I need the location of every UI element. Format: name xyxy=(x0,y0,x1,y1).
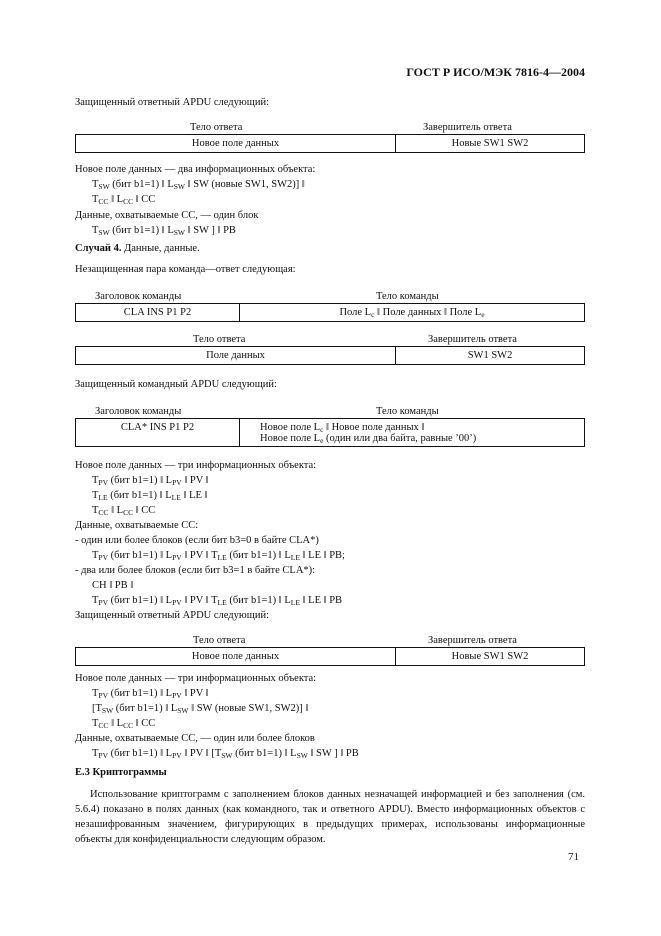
secured-response-intro: Защищенный ответный APDU следующий: xyxy=(75,97,269,108)
text-line: Данные, охватываемые CC, — один или более блоков xyxy=(75,733,315,744)
table-cell-header: CLA INS P1 P2 xyxy=(123,307,192,318)
text-line: Новое поле данных — три информационных объекта: xyxy=(75,460,317,471)
formula-line: $T_{CC}$ ǁ $L_{CC}$ ǁ CC xyxy=(92,718,156,730)
table-cell-body-line: Новое поле $L_e$ (один или два байта, равные ’00’) xyxy=(260,433,477,445)
table-header-response-body: Тело ответа xyxy=(193,334,246,345)
formula-line: $T_{CC}$ ǁ $L_{CC}$ ǁ CC xyxy=(92,505,156,517)
text-line: - один или более блоков (если бит b3=0 в байте CLA*) xyxy=(75,535,319,546)
table-cell-body-line: Новое поле $L_c$ ǁ Новое поле данных ǁ xyxy=(260,422,425,434)
table-cell-body: Новое поле данных xyxy=(191,651,280,662)
secured-response-table xyxy=(75,134,585,153)
table-cell-trailer: Новые SW1 SW2 xyxy=(451,651,529,662)
text-line: Новое поле данных — три информационных объекта: xyxy=(75,673,317,684)
table-header-response-trailer: Завершитель ответа xyxy=(428,635,517,646)
table-cell-body: Поле данных xyxy=(206,350,265,361)
formula-line: $T_{PV}$ (бит b1=1) ǁ $L_{PV}$ ǁ PV ǁ $T_{LE}$ (бит b1=1) ǁ $L_{LE}$ ǁ LE ǁ PB; xyxy=(92,550,345,562)
table-header-response-body: Тело ответа xyxy=(190,122,243,133)
table-cell-trailer: SW1 SW2 xyxy=(467,350,513,361)
table-cell-body: Новое поле данных xyxy=(191,138,280,149)
secured-response-table xyxy=(75,647,585,666)
text-line: Данные, охватываемые CC, — один блок xyxy=(75,210,259,221)
table-cell-body: Поле $L_c$ ǁ Поле данных ǁ Поле $L_e$ xyxy=(339,307,485,319)
page-number: 71 xyxy=(568,851,579,863)
formula-line: $T_{LE}$ (бит b1=1) ǁ $L_{LE}$ ǁ LE ǁ xyxy=(92,490,208,502)
text-line: - два или более блоков (если бит b3=1 в байте CLA*): xyxy=(75,565,316,576)
formula-line: [$T_{SW}$ (бит b1=1) ǁ $L_{SW}$ ǁ SW (новые SW1, SW2)] ǁ xyxy=(92,703,309,715)
table-cell-header: CLA* INS P1 P2 xyxy=(120,422,195,433)
response-table xyxy=(75,346,585,365)
formula-line: $T_{SW}$ (бит b1=1) ǁ $L_{SW}$ ǁ SW (новые SW1, SW2)] ǁ xyxy=(92,179,305,191)
table-header-command-body: Тело команды xyxy=(376,291,439,302)
formula-line: $T_{CC}$ ǁ $L_{CC}$ ǁ CC xyxy=(92,194,156,206)
text-line: Данные, охватываемые CC: xyxy=(75,520,199,531)
section-heading: Е.3 Криптограммы xyxy=(75,767,167,778)
table-header-response-body: Тело ответа xyxy=(193,635,246,646)
text-line: Защищенный командный APDU следующий: xyxy=(75,379,277,390)
table-header-response-trailer: Завершитель ответа xyxy=(423,122,512,133)
table-cell-trailer: Новые SW1 SW2 xyxy=(451,138,529,149)
text-line: Незащищенная пара команда—ответ следующая: xyxy=(75,264,296,275)
case-heading: Случай 4. Данные, данные. xyxy=(75,243,200,254)
table-header-command-header: Заголовок команды xyxy=(95,406,182,417)
formula-line: $T_{PV}$ (бит b1=1) ǁ $L_{PV}$ ǁ PV ǁ $T_{LE}$ (бит b1=1) ǁ $L_{LE}$ ǁ LE ǁ PB xyxy=(92,595,343,607)
text-line: Новое поле данных — два информационных объекта: xyxy=(75,164,316,175)
text-line: Защищенный ответный APDU следующий: xyxy=(75,610,269,621)
table-header-command-header: Заголовок команды xyxy=(95,291,182,302)
formula-line: $T_{PV}$ (бит b1=1) ǁ $L_{PV}$ ǁ PV ǁ [$T_{SW}$ (бит b1=1) ǁ $L_{SW}$ ǁ SW ] ǁ PB xyxy=(92,748,359,760)
secured-command-table xyxy=(75,418,585,447)
formula-line: $T_{PV}$ (бит b1=1) ǁ $L_{PV}$ ǁ PV ǁ xyxy=(92,688,209,700)
table-header-command-body: Тело команды xyxy=(376,406,439,417)
formula-line: $T_{PV}$ (бит b1=1) ǁ $L_{PV}$ ǁ PV ǁ xyxy=(92,475,209,487)
formula-line: CH ǁ PB ǁ xyxy=(92,580,134,591)
document-header: ГОСТ Р ИСО/МЭК 7816-4—2004 xyxy=(406,65,585,79)
table-header-response-trailer: Завершитель ответа xyxy=(428,334,517,345)
paragraph: Использование криптограмм с заполнением блоков данных незначащей информацией и без заполнения (см. 5.6.4) показано в полях данных (как командного, так и ответного APDU). Вместо информационных объектов с незашифрованным значением, фигурирующих в предыдущих примерах, использованы информационные объекты для конфиденциальности следующим образом. xyxy=(75,789,585,845)
formula-line: $T_{SW}$ (бит b1=1) ǁ $L_{SW}$ ǁ SW ] ǁ PB xyxy=(92,225,236,237)
command-table xyxy=(75,303,585,322)
